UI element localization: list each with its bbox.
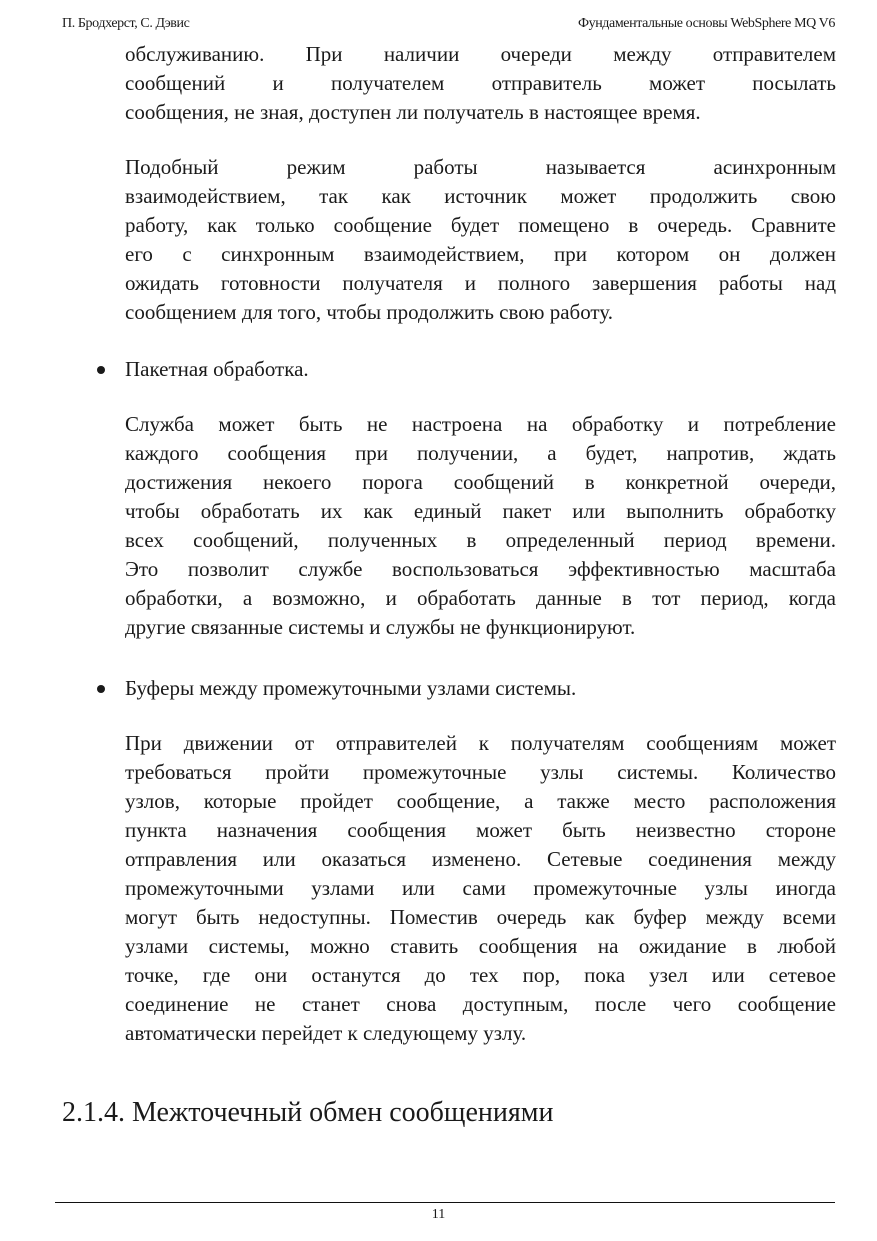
paragraph xyxy=(125,729,836,1048)
header-authors: П. Бродхерст, С. Дэвис xyxy=(62,16,190,31)
paragraph xyxy=(125,153,836,327)
text-line: сообщения, не зная, доступен ли получатель в настоящее время. xyxy=(125,100,701,124)
text-line: каждого сообщения при получении, а будет, напротив, ждать xyxy=(125,441,836,465)
text-line: чтобы обработать их как единый пакет или выполнить обработку xyxy=(125,499,836,523)
footer-rule xyxy=(55,1202,835,1203)
paragraph xyxy=(125,410,836,642)
page-number: 11 xyxy=(431,1207,446,1222)
text-line: промежуточными узлами или сами промежуточные узлы иногда xyxy=(125,876,836,900)
section-heading: 2.1.4. Межточечный обмен сообщениями xyxy=(62,1097,554,1128)
text-line: работу, как только сообщение будет помещено в очередь. Сравните xyxy=(125,213,836,237)
text-line: точке, где они останутся до тех пор, пока узел или сетевое xyxy=(125,963,836,987)
text-line: всех сообщений, полученных в определенный период времени. xyxy=(125,528,836,552)
text-line: Служба может быть не настроена на обработку и потребление xyxy=(125,412,836,436)
text-line: отправления или оказаться изменено. Сетевые соединения между xyxy=(125,847,836,871)
paragraph xyxy=(125,40,836,127)
text-line: ожидать готовности получателя и полного завершения работы над xyxy=(125,271,836,295)
text-line: его с синхронным взаимодействием, при котором он должен xyxy=(125,242,836,266)
text-line: достижения некоего порога сообщений в конкретной очереди, xyxy=(125,470,836,494)
text-line: автоматически перейдет к следующему узлу. xyxy=(125,1021,527,1045)
text-line: При движении от отправителей к получателям сообщениям может xyxy=(125,731,836,755)
text-line: взаимодействием, так как источник может продолжить свою xyxy=(125,184,836,208)
text-line: узлами системы, можно ставить сообщения на ожидание в любой xyxy=(125,934,836,958)
text-line: Буферы между промежуточными узлами системы. xyxy=(125,676,577,700)
bullet-item xyxy=(125,355,836,384)
text-line: Подобный режим работы называется асинхронным xyxy=(125,155,836,179)
text-line: могут быть недоступны. Поместив очередь как буфер между всеми xyxy=(125,905,836,929)
text-line: соединение не станет снова доступным, после чего сообщение xyxy=(125,992,836,1016)
text-line: Это позволит службе воспользоваться эффективностью масштаба xyxy=(125,557,836,581)
bullet-icon xyxy=(97,366,105,374)
text-line: сообщением для того, чтобы продолжить свою работу. xyxy=(125,300,613,324)
header-book-title: Фундаментальные основы WebSphere MQ V6 xyxy=(577,16,835,31)
text-line: сообщений и получателем отправитель может посылать xyxy=(125,71,836,95)
text-line: узлов, которые пройдет сообщение, а также место расположения xyxy=(125,789,836,813)
text-line: Пакетная обработка. xyxy=(125,357,309,381)
text-line: пункта назначения сообщения может быть неизвестно стороне xyxy=(125,818,836,842)
text-line: другие связанные системы и службы не функционируют. xyxy=(125,615,636,639)
bullet-icon xyxy=(97,685,105,693)
text-line: обработки, а возможно, и обработать данные в тот период, когда xyxy=(125,586,836,610)
text-line: требоваться пройти промежуточные узлы системы. Количество xyxy=(125,760,836,784)
bullet-item xyxy=(125,674,836,703)
text-line: обслуживанию. При наличии очереди между отправителем xyxy=(125,42,836,66)
